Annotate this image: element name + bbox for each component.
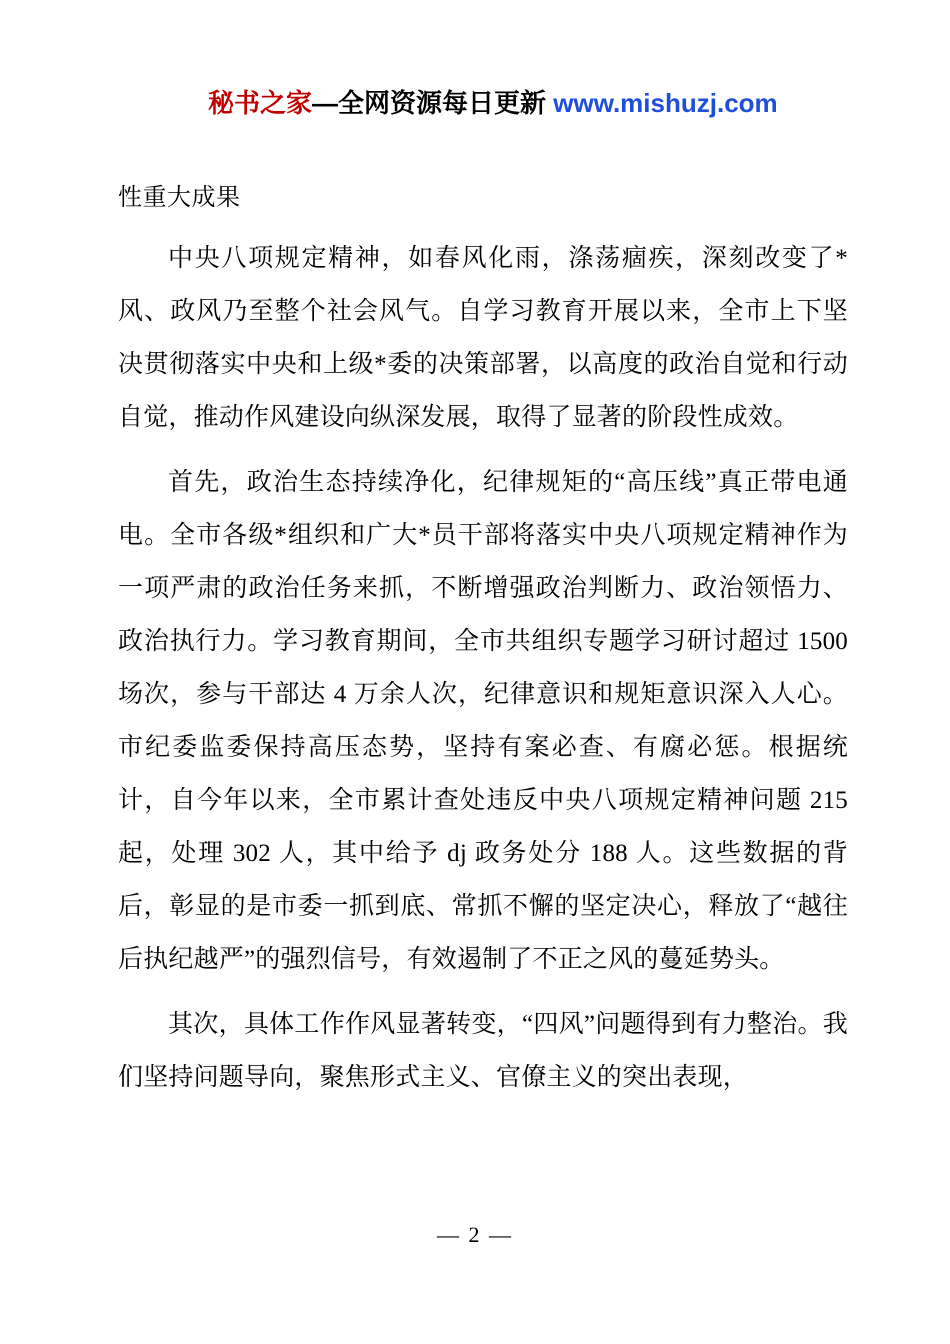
- page-number: — 2 —: [437, 1222, 513, 1247]
- document-body: [118, 178, 848, 1116]
- continued-heading-line: 性重大成果: [118, 185, 241, 211]
- site-url[interactable]: www.mishuzj.com: [553, 88, 778, 118]
- site-tagline: —全网资源每日更新: [312, 88, 554, 118]
- paragraph-2: 首先，政治生态持续净化，纪律规矩的“高压线”真正带电通电。全市各级*组织和广大*员干部将落实中央八项规定精神作为一项严肃的政治任务来抓，不断增强政治判断力、政治领悟力、政治执行力。学习教育期间，全市共组织专题学习研讨超过 1500 场次，参与干部达 4 万余人次，纪律意识和规矩意识深入人心。市纪委监委保持高压态势，坚持有案必查、有腐必惩。根据统计，自今年以来，全市累计查处违反中央八项规定精神问题 215 起，处理 302 人，其中给予 dj 政务处分 188 人。这些数据的背后，彰显的是市委一抓到底、常抓不懈的坚定决心，释放了“越往后执纪越严”的强烈信号，有效遏制了不正之风的蔓延势头。: [118, 469, 848, 973]
- paragraph-1: 中央八项规定精神，如春风化雨，涤荡痼疾，深刻改变了*风、政风乃至整个社会风气。自学习教育开展以来，全市上下坚决贯彻落实中央和上级*委的决策部署，以高度的政治自觉和行动自觉，推动作风建设向纵深发展，取得了显著的阶段性成效。: [118, 245, 848, 431]
- paragraph-3: 其次，具体工作作风显著转变，“四风”问题得到有力整治。我们坚持问题导向，聚焦形式主义、官僚主义的突出表现，: [118, 1011, 848, 1091]
- site-brand: 秘书之家: [208, 88, 313, 118]
- site-watermark-header: [208, 86, 808, 120]
